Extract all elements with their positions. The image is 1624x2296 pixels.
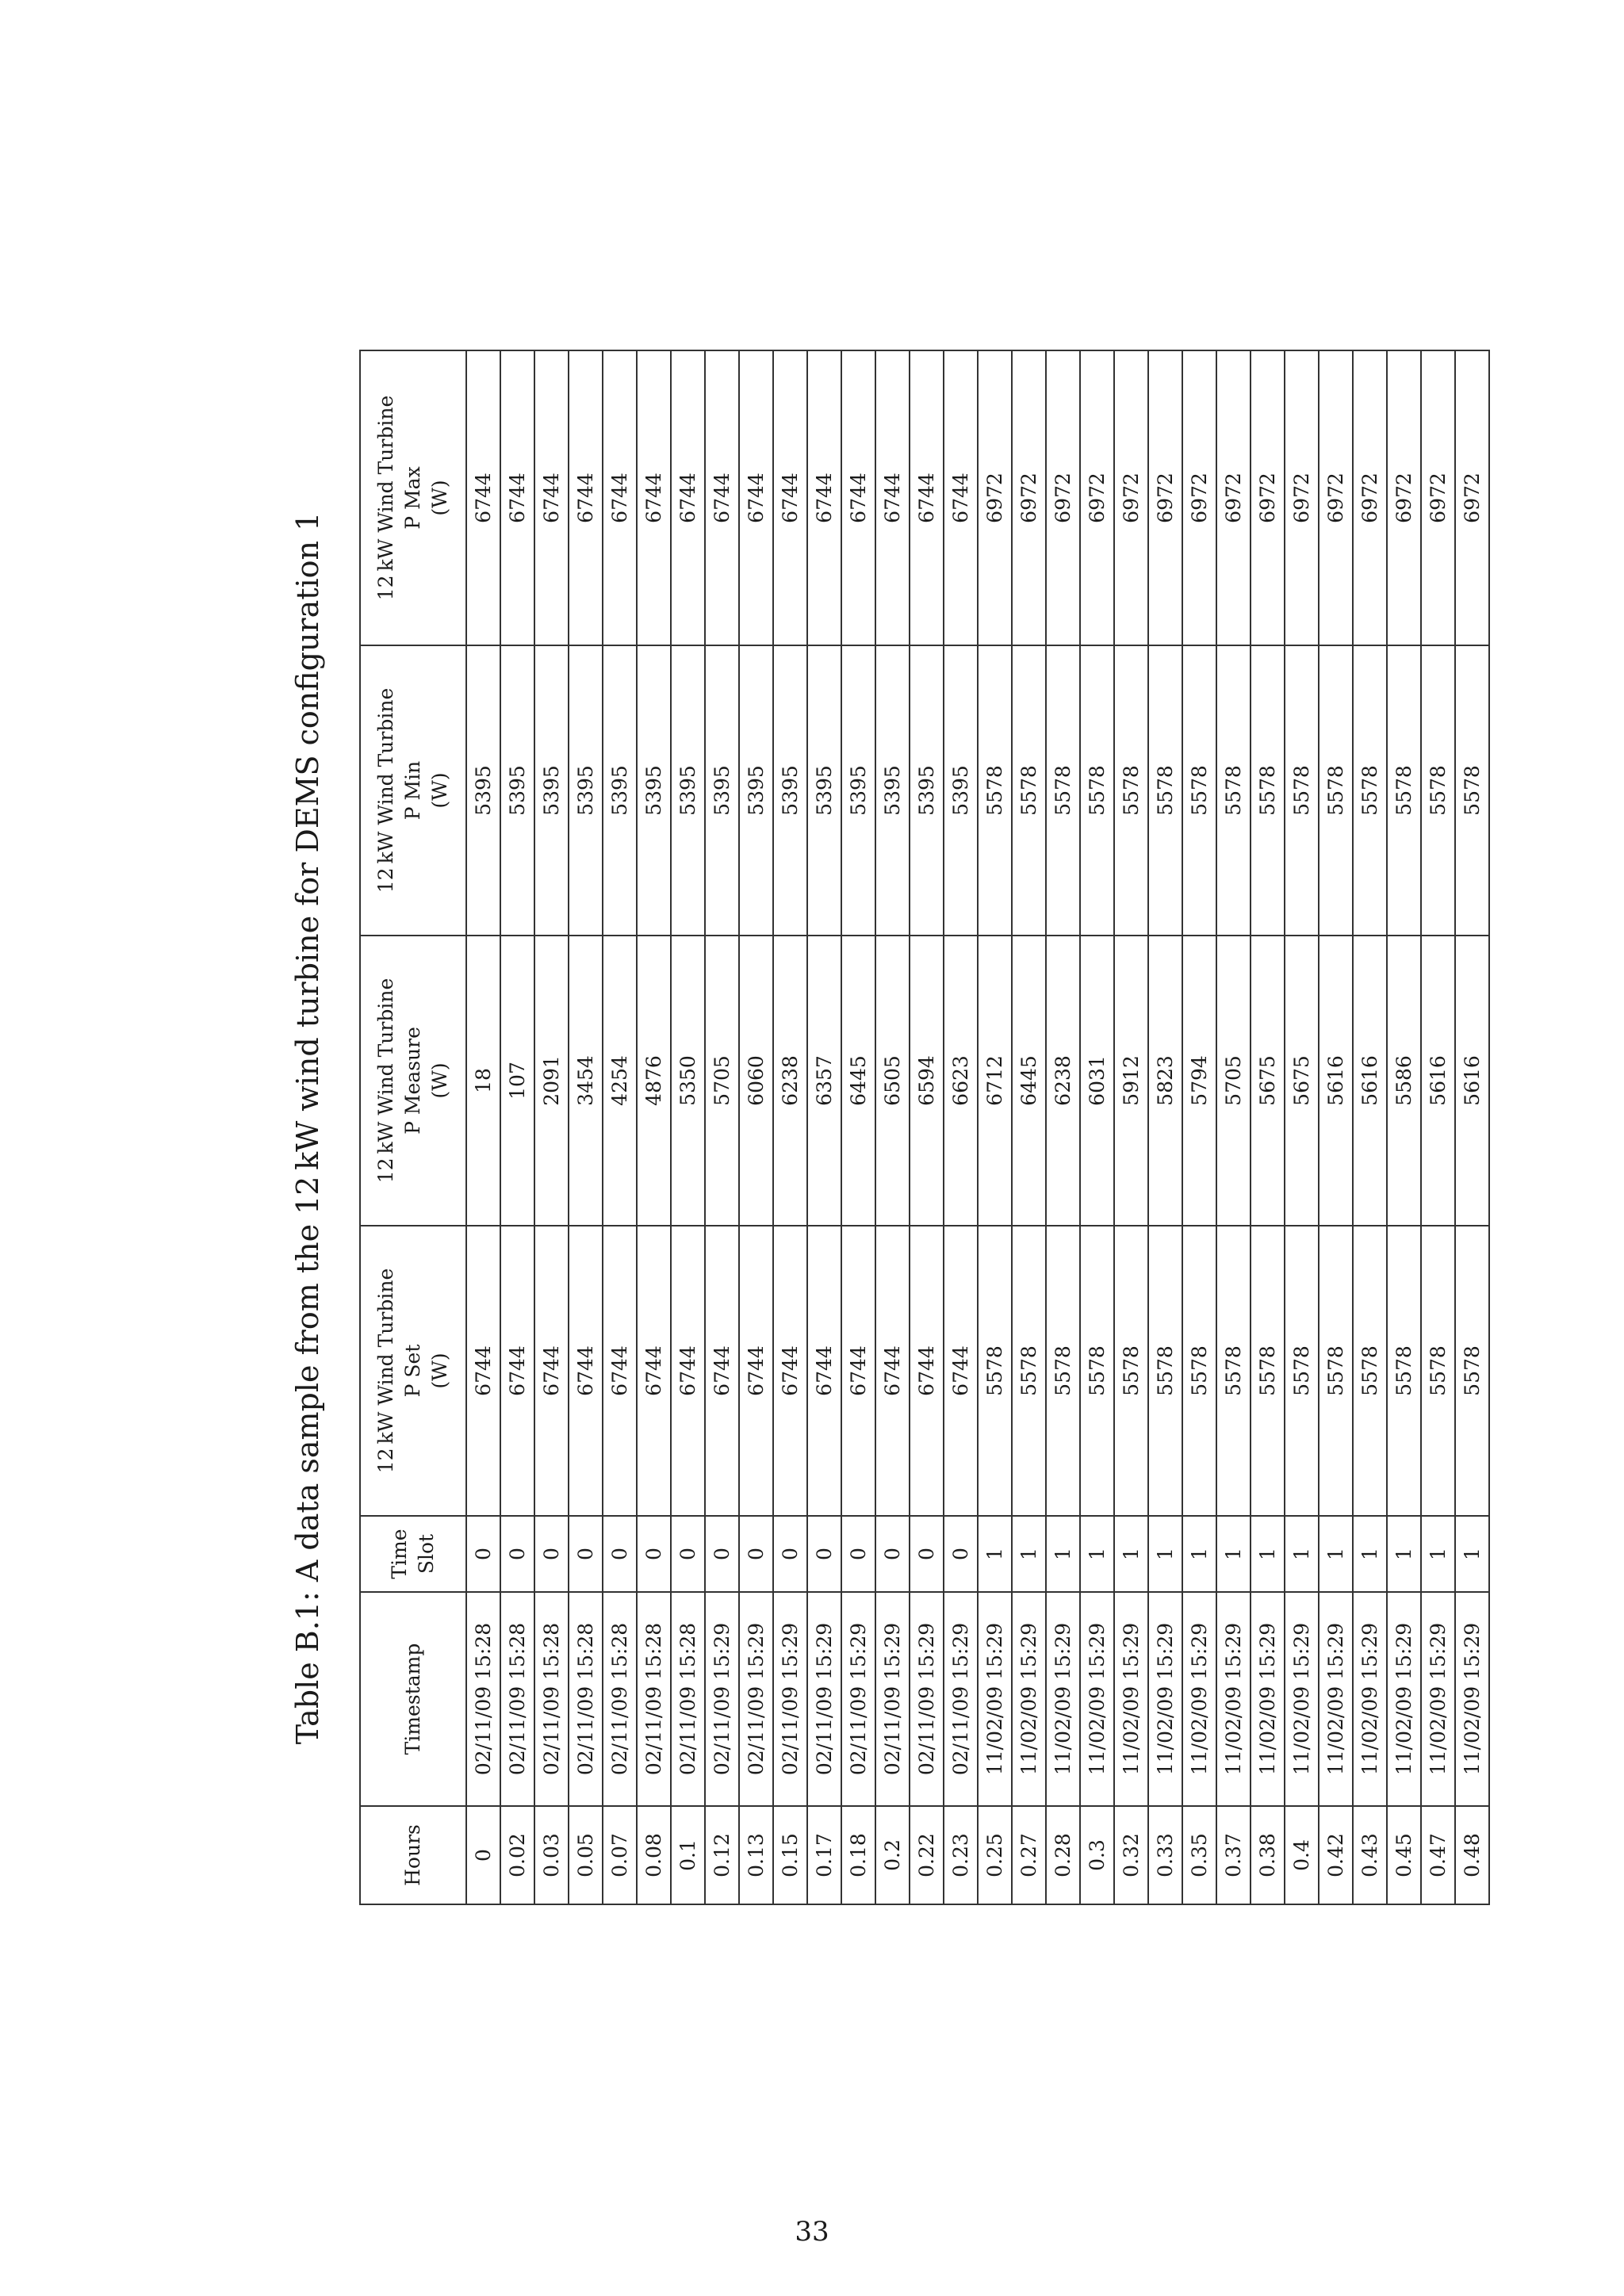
table-cell: 5395: [705, 645, 739, 936]
table-cell: 11/02/09 15:29: [1421, 1592, 1455, 1806]
table-body: [466, 350, 1489, 1904]
table-row: [466, 350, 500, 1904]
table-cell: 107: [500, 936, 534, 1226]
table-cell: 0.18: [841, 1806, 875, 1904]
table-cell: 0.05: [569, 1806, 603, 1904]
column-header: [360, 350, 466, 645]
table-cell: 11/02/09 15:29: [1114, 1592, 1148, 1806]
table-cell: 5616: [1353, 936, 1387, 1226]
table-cell: 6972: [1216, 350, 1251, 645]
table-cell: 6744: [875, 350, 910, 645]
table-cell: 6445: [1012, 936, 1046, 1226]
table-cell: 5395: [807, 645, 841, 936]
table-cell: 0.17: [807, 1806, 841, 1904]
table-cell: 0.13: [739, 1806, 773, 1904]
table-row: [1285, 350, 1319, 1904]
table-row: [1421, 350, 1455, 1904]
table-cell: 5395: [637, 645, 671, 936]
table-cell: 6744: [637, 350, 671, 645]
table-cell: 0.02: [500, 1806, 534, 1904]
table-cell: 5578: [1182, 1226, 1216, 1516]
table-cell: 5578: [1285, 1226, 1319, 1516]
table-cell: 02/11/09 15:28: [466, 1592, 500, 1806]
table-cell: 5586: [1387, 936, 1421, 1226]
table-cell: 0.25: [978, 1806, 1012, 1904]
table-cell: 5395: [466, 645, 500, 936]
table-cell: 5578: [1421, 645, 1455, 936]
table-cell: 5578: [1148, 645, 1182, 936]
table-cell: 6357: [807, 936, 841, 1226]
page-number: 33: [795, 2216, 829, 2248]
table-cell: 0.07: [603, 1806, 637, 1904]
table-cell: 6744: [910, 1226, 944, 1516]
column-header-line: (W): [428, 1353, 451, 1389]
table-cell: 5395: [603, 645, 637, 936]
table-cell: 0.42: [1319, 1806, 1353, 1904]
table-cell: 6744: [671, 1226, 705, 1516]
table-cell: 5395: [534, 645, 569, 936]
table-cell: 02/11/09 15:29: [807, 1592, 841, 1806]
table-cell: 0: [569, 1516, 603, 1592]
table-cell: 11/02/09 15:29: [1182, 1592, 1216, 1806]
data-table: [359, 350, 1490, 1905]
table-cell: 5578: [1012, 645, 1046, 936]
table-cell: 02/11/09 15:29: [705, 1592, 739, 1806]
table-row: [875, 350, 910, 1904]
table-row: [739, 350, 773, 1904]
table-cell: 0: [500, 1516, 534, 1592]
table-cell: 02/11/09 15:28: [500, 1592, 534, 1806]
table-cell: 6744: [841, 350, 875, 645]
table-caption: Table B.1: A data sample from the 12 kW wind turbine for DEMS configuration 1: [290, 511, 325, 1745]
table-row: [1012, 350, 1046, 1904]
table-cell: 5705: [1216, 936, 1251, 1226]
table-cell: 6060: [739, 936, 773, 1226]
table-cell: 11/02/09 15:29: [978, 1592, 1012, 1806]
table-cell: 1: [1319, 1516, 1353, 1592]
table-cell: 6744: [739, 1226, 773, 1516]
column-header-line: P Measure: [401, 1027, 424, 1135]
table-cell: 5395: [944, 645, 978, 936]
table-cell: 0.3: [1080, 1806, 1114, 1904]
table-row: [773, 350, 807, 1904]
table-cell: 5578: [1421, 1226, 1455, 1516]
table-cell: 5578: [1046, 645, 1080, 936]
table-cell: 0: [637, 1516, 671, 1592]
table-cell: 1: [1182, 1516, 1216, 1592]
table-cell: 5578: [1353, 645, 1387, 936]
table-cell: 4876: [637, 936, 671, 1226]
table-cell: 5616: [1421, 936, 1455, 1226]
table-header-row: [360, 350, 466, 1904]
table-cell: 5395: [569, 645, 603, 936]
table-cell: 02/11/09 15:29: [910, 1592, 944, 1806]
table-cell: 5395: [773, 645, 807, 936]
table-cell: 1: [1148, 1516, 1182, 1592]
table-cell: 6972: [1251, 350, 1285, 645]
table-cell: 6744: [466, 1226, 500, 1516]
column-header: [360, 936, 466, 1226]
table-cell: 02/11/09 15:29: [944, 1592, 978, 1806]
column-header: [360, 1226, 466, 1516]
table-row: [1080, 350, 1114, 1904]
column-header-line: Time: [388, 1529, 411, 1579]
column-header-line: 12 kW Wind Turbine: [374, 978, 397, 1184]
column-header: [360, 645, 466, 936]
table-cell: 6238: [1046, 936, 1080, 1226]
table-cell: 1: [1387, 1516, 1421, 1592]
table-row: [1353, 350, 1387, 1904]
table-cell: 5578: [1080, 645, 1114, 936]
table-cell: 6972: [1455, 350, 1489, 645]
table-cell: 6744: [705, 350, 739, 645]
table-cell: 6505: [875, 936, 910, 1226]
table-cell: 6744: [807, 1226, 841, 1516]
table-cell: 1: [978, 1516, 1012, 1592]
table-cell: 6744: [569, 1226, 603, 1516]
column-header: [360, 1592, 466, 1806]
table-cell: 6972: [1319, 350, 1353, 645]
table-cell: 0: [807, 1516, 841, 1592]
table-cell: 6744: [944, 1226, 978, 1516]
table-cell: 1: [1353, 1516, 1387, 1592]
table-cell: 5395: [910, 645, 944, 936]
table-cell: 6744: [705, 1226, 739, 1516]
table-row: [1182, 350, 1216, 1904]
table-cell: 5578: [1387, 645, 1421, 936]
table-cell: 1: [1455, 1516, 1489, 1592]
table-cell: 5395: [841, 645, 875, 936]
table-cell: 5794: [1182, 936, 1216, 1226]
table-cell: 11/02/09 15:29: [1251, 1592, 1285, 1806]
table-cell: 5578: [1319, 1226, 1353, 1516]
table-cell: 0.48: [1455, 1806, 1489, 1904]
column-header-line: P Set: [401, 1344, 424, 1398]
column-header-line: 12 kW Wind Turbine: [374, 1268, 397, 1474]
table-cell: 5578: [1319, 645, 1353, 936]
table-row: [1455, 350, 1489, 1904]
column-header-line: (W): [428, 772, 451, 809]
table-cell: 5578: [1353, 1226, 1387, 1516]
table-cell: 0: [773, 1516, 807, 1592]
table-cell: 1: [1080, 1516, 1114, 1592]
column-header-line: Slot: [415, 1533, 438, 1575]
table-cell: 0.08: [637, 1806, 671, 1904]
table-cell: 0.15: [773, 1806, 807, 1904]
table-cell: 0.47: [1421, 1806, 1455, 1904]
table-cell: 6972: [1387, 350, 1421, 645]
column-header: [360, 1516, 466, 1592]
table-cell: 2091: [534, 936, 569, 1226]
table-cell: 6744: [739, 350, 773, 645]
table-cell: 6744: [944, 350, 978, 645]
table-cell: 5912: [1114, 936, 1148, 1226]
table-row: [841, 350, 875, 1904]
table-cell: 6744: [875, 1226, 910, 1516]
table-cell: 0.32: [1114, 1806, 1148, 1904]
table-cell: 6972: [1114, 350, 1148, 645]
table-cell: 0: [534, 1516, 569, 1592]
table-cell: 5616: [1455, 936, 1489, 1226]
table-cell: 6744: [773, 350, 807, 645]
table-cell: 6972: [1080, 350, 1114, 645]
table-cell: 6972: [1012, 350, 1046, 645]
table-cell: 6744: [534, 1226, 569, 1516]
table-cell: 0.23: [944, 1806, 978, 1904]
table-cell: 1: [1046, 1516, 1080, 1592]
table-cell: 0: [944, 1516, 978, 1592]
table-row: [944, 350, 978, 1904]
table-cell: 6972: [1285, 350, 1319, 645]
table-row: [569, 350, 603, 1904]
column-header-line: Hours: [401, 1824, 424, 1886]
table-cell: 02/11/09 15:29: [841, 1592, 875, 1806]
table-row: [705, 350, 739, 1904]
table-cell: 11/02/09 15:29: [1216, 1592, 1251, 1806]
table-cell: 5578: [978, 1226, 1012, 1516]
table-cell: 1: [1012, 1516, 1046, 1592]
table-cell: 02/11/09 15:29: [773, 1592, 807, 1806]
table-row: [671, 350, 705, 1904]
table-cell: 6972: [1353, 350, 1387, 645]
table-cell: 5395: [671, 645, 705, 936]
table-cell: 1: [1251, 1516, 1285, 1592]
table-cell: 6744: [500, 1226, 534, 1516]
table-row: [603, 350, 637, 1904]
table-cell: 0.45: [1387, 1806, 1421, 1904]
table-cell: 6031: [1080, 936, 1114, 1226]
table-cell: 0.37: [1216, 1806, 1251, 1904]
table-row: [637, 350, 671, 1904]
table-row: [1046, 350, 1080, 1904]
table-cell: 6744: [534, 350, 569, 645]
table-cell: 6744: [637, 1226, 671, 1516]
table-cell: 0.33: [1148, 1806, 1182, 1904]
table-cell: 1: [1421, 1516, 1455, 1592]
table-cell: 3454: [569, 936, 603, 1226]
table-cell: 6744: [841, 1226, 875, 1516]
table-cell: 0.4: [1285, 1806, 1319, 1904]
table-cell: 6238: [773, 936, 807, 1226]
table-cell: 6594: [910, 936, 944, 1226]
table-cell: 0.38: [1251, 1806, 1285, 1904]
table-cell: 5350: [671, 936, 705, 1226]
column-header-line: P Min: [401, 760, 424, 821]
table-cell: 5578: [1285, 645, 1319, 936]
table-cell: 6972: [1421, 350, 1455, 645]
table-cell: 0.2: [875, 1806, 910, 1904]
table-cell: 0: [705, 1516, 739, 1592]
table-row: [1148, 350, 1182, 1904]
table-cell: 5705: [705, 936, 739, 1226]
table-cell: 0.35: [1182, 1806, 1216, 1904]
table-row: [1114, 350, 1148, 1904]
table-cell: 11/02/09 15:29: [1148, 1592, 1182, 1806]
table-row: [1216, 350, 1251, 1904]
table-cell: 6712: [978, 936, 1012, 1226]
table-cell: 1: [1285, 1516, 1319, 1592]
table-cell: 02/11/09 15:28: [569, 1592, 603, 1806]
table-cell: 6744: [603, 1226, 637, 1516]
table-cell: 5578: [1251, 1226, 1285, 1516]
table-cell: 5578: [1182, 645, 1216, 936]
table-cell: 0: [910, 1516, 944, 1592]
table-cell: 5578: [1114, 645, 1148, 936]
table-cell: 11/02/09 15:29: [1319, 1592, 1353, 1806]
table-cell: 5578: [1455, 1226, 1489, 1516]
table-cell: 5578: [1387, 1226, 1421, 1516]
table-cell: 6744: [603, 350, 637, 645]
table-cell: 5395: [875, 645, 910, 936]
column-header-line: Timestamp: [401, 1643, 424, 1755]
table-cell: 5578: [1080, 1226, 1114, 1516]
table-row: [1251, 350, 1285, 1904]
table-row: [534, 350, 569, 1904]
table-row: [910, 350, 944, 1904]
table-cell: 11/02/09 15:29: [1455, 1592, 1489, 1806]
table-cell: 5395: [739, 645, 773, 936]
table-cell: 0: [466, 1806, 500, 1904]
table-cell: 02/11/09 15:29: [875, 1592, 910, 1806]
table-cell: 02/11/09 15:28: [671, 1592, 705, 1806]
table-row: [978, 350, 1012, 1904]
table-cell: 11/02/09 15:29: [1080, 1592, 1114, 1806]
column-header: [360, 1806, 466, 1904]
table-cell: 11/02/09 15:29: [1353, 1592, 1387, 1806]
table-cell: 0: [671, 1516, 705, 1592]
table-cell: 0: [466, 1516, 500, 1592]
table-cell: 11/02/09 15:29: [1387, 1592, 1421, 1806]
table-cell: 02/11/09 15:28: [603, 1592, 637, 1806]
column-header-line: 12 kW Wind Turbine: [374, 395, 397, 601]
table-cell: 11/02/09 15:29: [1285, 1592, 1319, 1806]
table-cell: 6744: [569, 350, 603, 645]
table-cell: 0.03: [534, 1806, 569, 1904]
table-cell: 6744: [671, 350, 705, 645]
table-cell: 5578: [1251, 645, 1285, 936]
table-row: [500, 350, 534, 1904]
table-cell: 0.27: [1012, 1806, 1046, 1904]
table-cell: 0.22: [910, 1806, 944, 1904]
table-cell: 6972: [1046, 350, 1080, 645]
table-cell: 5578: [1114, 1226, 1148, 1516]
table-row: [1319, 350, 1353, 1904]
table-cell: 5578: [1455, 645, 1489, 936]
table-cell: 0.28: [1046, 1806, 1080, 1904]
table-cell: 5578: [1012, 1226, 1046, 1516]
table-cell: 0: [841, 1516, 875, 1592]
table-cell: 5578: [1216, 645, 1251, 936]
table-cell: 5578: [1046, 1226, 1080, 1516]
table-cell: 0: [603, 1516, 637, 1592]
table-cell: 6972: [978, 350, 1012, 645]
table-cell: 5823: [1148, 936, 1182, 1226]
column-header-line: P Max: [401, 466, 424, 530]
table-cell: 6744: [807, 350, 841, 645]
table-cell: 02/11/09 15:28: [637, 1592, 671, 1806]
table-cell: 0.1: [671, 1806, 705, 1904]
table-cell: 11/02/09 15:29: [1012, 1592, 1046, 1806]
rotated-page-content: [280, 351, 1484, 1905]
table-cell: 6972: [1182, 350, 1216, 645]
column-header-line: (W): [428, 480, 451, 516]
table-cell: 6744: [910, 350, 944, 645]
table-cell: 5578: [978, 645, 1012, 936]
table-cell: 0: [739, 1516, 773, 1592]
table-cell: 1: [1216, 1516, 1251, 1592]
table-cell: 5578: [1148, 1226, 1182, 1516]
table-cell: 0: [875, 1516, 910, 1592]
table-cell: 6744: [773, 1226, 807, 1516]
table-row: [1387, 350, 1421, 1904]
table-cell: 4254: [603, 936, 637, 1226]
table-cell: 0.12: [705, 1806, 739, 1904]
table-cell: 6623: [944, 936, 978, 1226]
table-cell: 5395: [500, 645, 534, 936]
column-header-line: (W): [428, 1062, 451, 1099]
table-cell: 5616: [1319, 936, 1353, 1226]
table-cell: 1: [1114, 1516, 1148, 1592]
table-cell: 6744: [466, 350, 500, 645]
table-cell: 6744: [500, 350, 534, 645]
table-cell: 5675: [1285, 936, 1319, 1226]
table-cell: 02/11/09 15:28: [534, 1592, 569, 1806]
table-cell: 02/11/09 15:29: [739, 1592, 773, 1806]
table-row: [807, 350, 841, 1904]
table-cell: 5578: [1216, 1226, 1251, 1516]
table-cell: 0.43: [1353, 1806, 1387, 1904]
table-cell: 18: [466, 936, 500, 1226]
table-cell: 11/02/09 15:29: [1046, 1592, 1080, 1806]
column-header-line: 12 kW Wind Turbine: [374, 687, 397, 894]
table-cell: 6972: [1148, 350, 1182, 645]
table-cell: 5675: [1251, 936, 1285, 1226]
table-cell: 6445: [841, 936, 875, 1226]
